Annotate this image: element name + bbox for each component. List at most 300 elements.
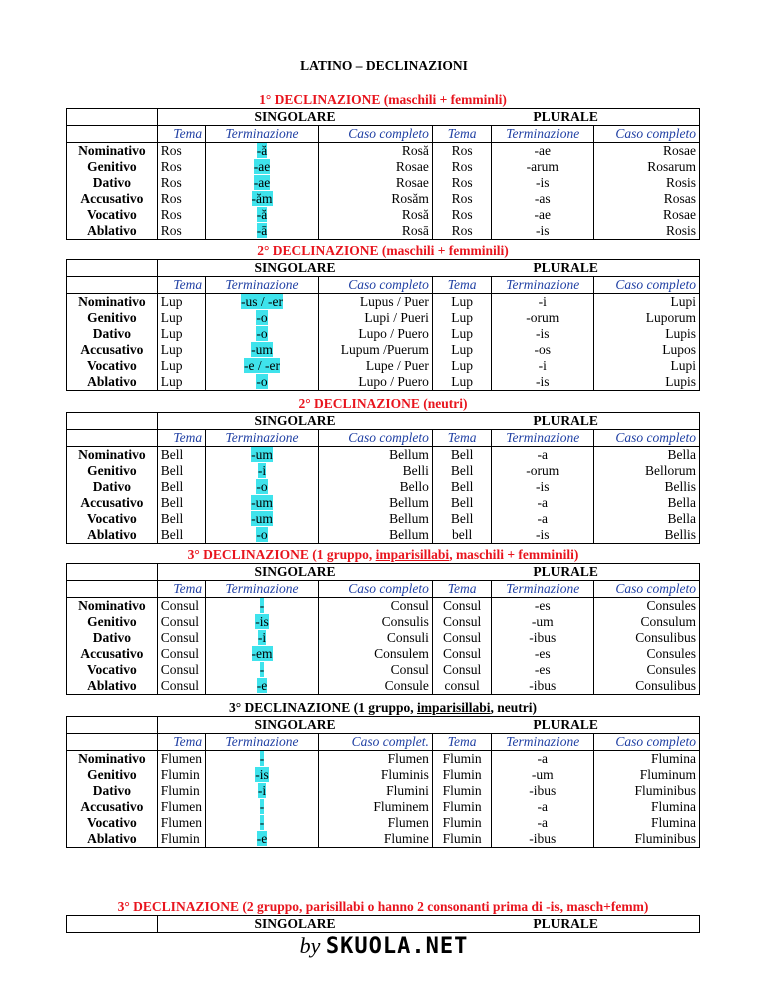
highlighted-ending: -e / -er — [244, 358, 280, 373]
plur-terminazione-cell: -um — [492, 767, 594, 783]
plur-terminazione-cell: -is — [492, 326, 594, 342]
caso-header: Caso complet. — [318, 734, 432, 751]
sing-tema-cell: Lup — [157, 342, 205, 358]
column-header-row — [67, 126, 700, 143]
sing-terminazione-cell — [206, 463, 319, 479]
highlighted-ending: -e — [256, 831, 268, 846]
declension-heading: 2° DECLINAZIONE (maschili + femminili) — [257, 243, 509, 258]
plur-terminazione-cell: -orum — [492, 310, 594, 326]
case-name: Nominativo — [67, 294, 158, 311]
empty-cell — [67, 430, 158, 447]
plur-tema-cell: Consul — [432, 662, 491, 678]
table-row — [67, 143, 700, 160]
sing-caso-completo-cell: Rosă — [318, 207, 432, 223]
sing-caso-completo-cell: Consuli — [318, 630, 432, 646]
sing-tema-cell: Bell — [157, 463, 205, 479]
highlighted-ending: -i — [257, 630, 267, 645]
case-name: Vocativo — [67, 511, 158, 527]
declension-block — [66, 700, 700, 848]
sing-tema-cell: Lup — [157, 310, 205, 326]
table-row — [67, 511, 700, 527]
sing-caso-completo-cell: Lupus / Puer — [318, 294, 432, 311]
singolare-label: SINGOLARE — [157, 717, 432, 734]
sing-tema-cell: Consul — [157, 598, 205, 615]
empty-cell — [67, 734, 158, 751]
sing-terminazione-cell — [206, 326, 319, 342]
sing-caso-completo-cell: Fluminem — [318, 799, 432, 815]
tema-header: Tema — [432, 126, 491, 143]
empty-cell — [67, 277, 158, 294]
sing-caso-completo-cell: Lupe / Puer — [318, 358, 432, 374]
sing-caso-completo-cell: Consul — [318, 662, 432, 678]
tema-header: Tema — [157, 277, 205, 294]
table-row — [67, 495, 700, 511]
plur-caso-completo-cell: Flumina — [594, 751, 700, 768]
declension-table — [66, 716, 700, 848]
sing-caso-completo-cell: Flumine — [318, 831, 432, 848]
highlighted-ending: -ae — [253, 159, 271, 174]
plur-caso-completo-cell: Rosae — [594, 143, 700, 160]
empty-cell — [67, 109, 158, 126]
column-header-row — [67, 277, 700, 294]
sing-terminazione-cell — [206, 207, 319, 223]
plur-tema-cell: Flumin — [432, 751, 491, 768]
case-name: Vocativo — [67, 662, 158, 678]
table-row — [67, 527, 700, 544]
sing-tema-cell: Flumin — [157, 831, 205, 848]
plur-tema-cell: Bell — [432, 447, 491, 464]
sing-tema-cell: Ros — [157, 175, 205, 191]
plur-caso-completo-cell: Consulibus — [594, 678, 700, 695]
tema-header: Tema — [157, 126, 205, 143]
table-row — [67, 223, 700, 240]
plur-caso-completo-cell: Bella — [594, 511, 700, 527]
plur-tema-cell: Consul — [432, 646, 491, 662]
plur-tema-cell: Flumin — [432, 767, 491, 783]
sing-caso-completo-cell: Bellum — [318, 511, 432, 527]
plur-tema-cell: Ros — [432, 175, 491, 191]
plur-tema-cell: Lup — [432, 294, 491, 311]
sing-caso-completo-cell: Flumen — [318, 815, 432, 831]
highlighted-ending: -ă — [256, 207, 268, 222]
column-header-row — [67, 734, 700, 751]
case-name: Dativo — [67, 479, 158, 495]
sing-caso-completo-cell: Lupi / Pueri — [318, 310, 432, 326]
plur-terminazione-cell: -a — [492, 511, 594, 527]
sing-terminazione-cell — [206, 527, 319, 544]
case-name: Accusativo — [67, 646, 158, 662]
table-row — [67, 447, 700, 464]
case-name: Genitivo — [67, 310, 158, 326]
case-name: Accusativo — [67, 799, 158, 815]
highlighted-ending: -ae — [253, 175, 271, 190]
declension-block — [66, 547, 700, 695]
plur-caso-completo-cell: Lupos — [594, 342, 700, 358]
declension-table — [66, 259, 700, 391]
highlighted-ending: -ă — [256, 143, 268, 158]
singolare-label: SINGOLARE — [157, 564, 432, 581]
sing-terminazione-cell — [206, 630, 319, 646]
sing-terminazione-cell — [206, 678, 319, 695]
plur-caso-completo-cell: Consulum — [594, 614, 700, 630]
sing-terminazione-cell — [206, 815, 319, 831]
plur-terminazione-cell: -es — [492, 662, 594, 678]
plur-tema-cell: consul — [432, 678, 491, 695]
plurale-label: PLURALE — [432, 413, 699, 430]
plur-terminazione-cell: -is — [492, 223, 594, 240]
sing-tema-cell: Consul — [157, 646, 205, 662]
table-row — [67, 614, 700, 630]
plur-caso-completo-cell: Bella — [594, 495, 700, 511]
table-row — [67, 159, 700, 175]
case-name: Ablativo — [67, 527, 158, 544]
case-name: Genitivo — [67, 159, 158, 175]
highlighted-ending: -i — [257, 463, 267, 478]
table-row — [67, 831, 700, 848]
table-row — [67, 767, 700, 783]
table-row — [67, 815, 700, 831]
skuola-logo: SKUOLA.NET — [325, 934, 469, 959]
plur-tema-cell: Flumin — [432, 831, 491, 848]
plur-terminazione-cell: -ibus — [492, 630, 594, 646]
terminazione-header: Terminazione — [206, 126, 319, 143]
sing-terminazione-cell — [206, 191, 319, 207]
sing-terminazione-cell — [206, 646, 319, 662]
sing-terminazione-cell — [206, 511, 319, 527]
table-row — [67, 374, 700, 391]
tema-header: Tema — [432, 734, 491, 751]
plur-tema-cell: Lup — [432, 374, 491, 391]
case-name: Genitivo — [67, 463, 158, 479]
sing-caso-completo-cell: Rosae — [318, 159, 432, 175]
plur-caso-completo-cell: Consules — [594, 662, 700, 678]
sing-terminazione-cell — [206, 783, 319, 799]
case-name: Vocativo — [67, 207, 158, 223]
highlighted-ending: -o — [256, 326, 268, 341]
plur-terminazione-cell: -orum — [492, 463, 594, 479]
declension-heading: 2° DECLINAZIONE (neutri) — [298, 396, 468, 411]
sing-terminazione-cell — [206, 799, 319, 815]
heading-part: 3° DECLINAZIONE (1 gruppo, — [228, 700, 418, 715]
highlighted-ending: -um — [251, 495, 273, 510]
sing-terminazione-cell — [206, 294, 319, 311]
sing-tema-cell: Flumen — [157, 751, 205, 768]
case-name: Ablativo — [67, 831, 158, 848]
plur-terminazione-cell: -is — [492, 374, 594, 391]
sing-tema-cell: Ros — [157, 159, 205, 175]
caso-header: Caso completo — [594, 277, 700, 294]
plurale-label: PLURALE — [432, 260, 699, 277]
plur-caso-completo-cell: Lupi — [594, 294, 700, 311]
table-row — [67, 463, 700, 479]
singolare-label: SINGOLARE — [157, 413, 432, 430]
plur-terminazione-cell: -ibus — [492, 783, 594, 799]
empty-cell — [67, 916, 158, 933]
sing-caso-completo-cell: Rosăm — [318, 191, 432, 207]
singolare-label: SINGOLARE — [157, 916, 432, 933]
footer — [0, 933, 768, 959]
declension-block — [66, 92, 700, 240]
highlighted-ending: -is — [255, 767, 269, 782]
tema-header: Tema — [432, 581, 491, 598]
sing-caso-completo-cell: Consule — [318, 678, 432, 695]
sing-tema-cell: Lup — [157, 326, 205, 342]
sing-tema-cell: Lup — [157, 374, 205, 391]
tema-header: Tema — [432, 277, 491, 294]
case-name: Dativo — [67, 630, 158, 646]
sing-terminazione-cell — [206, 223, 319, 240]
plur-terminazione-cell: -as — [492, 191, 594, 207]
sing-terminazione-cell — [206, 614, 319, 630]
tema-header: Tema — [432, 430, 491, 447]
plurale-label: PLURALE — [432, 109, 699, 126]
highlighted-ending: - — [259, 799, 265, 814]
column-header-row — [67, 581, 700, 598]
declension-heading: 1° DECLINAZIONE (maschili + femminli) — [259, 92, 507, 107]
highlighted-ending: -e — [256, 678, 268, 693]
plur-tema-cell: Flumin — [432, 799, 491, 815]
singolare-label: SINGOLARE — [157, 109, 432, 126]
sing-tema-cell: Flumen — [157, 815, 205, 831]
highlighted-ending: -us / -er — [241, 294, 283, 309]
highlighted-ending: -um — [251, 447, 273, 462]
terminazione-header: Terminazione — [492, 581, 594, 598]
case-name: Nominativo — [67, 751, 158, 768]
sing-caso-completo-cell: Rosae — [318, 175, 432, 191]
sing-caso-completo-cell: Belli — [318, 463, 432, 479]
table-row — [67, 630, 700, 646]
plur-caso-completo-cell: Lupis — [594, 326, 700, 342]
sing-caso-completo-cell: Rosā — [318, 223, 432, 240]
plur-caso-completo-cell: Bellis — [594, 479, 700, 495]
plur-caso-completo-cell: Fluminibus — [594, 783, 700, 799]
plur-caso-completo-cell: Lupis — [594, 374, 700, 391]
declension-table — [66, 412, 700, 544]
case-name: Vocativo — [67, 358, 158, 374]
sing-tema-cell: Ros — [157, 191, 205, 207]
highlighted-ending: -i — [257, 783, 267, 798]
sing-tema-cell: Consul — [157, 678, 205, 695]
table-row — [67, 678, 700, 695]
plur-terminazione-cell: -a — [492, 799, 594, 815]
sing-terminazione-cell — [206, 358, 319, 374]
plur-caso-completo-cell: Luporum — [594, 310, 700, 326]
plur-tema-cell: Lup — [432, 326, 491, 342]
plur-terminazione-cell: -es — [492, 598, 594, 615]
number-header-row — [67, 109, 700, 126]
plur-terminazione-cell: -ae — [492, 143, 594, 160]
terminazione-header: Terminazione — [206, 430, 319, 447]
plur-terminazione-cell: -arum — [492, 159, 594, 175]
case-name: Accusativo — [67, 495, 158, 511]
case-name: Nominativo — [67, 447, 158, 464]
sing-tema-cell: Bell — [157, 527, 205, 544]
declension-heading — [66, 700, 700, 716]
plur-tema-cell: Consul — [432, 614, 491, 630]
sing-tema-cell: Flumen — [157, 799, 205, 815]
sing-caso-completo-cell: Consulis — [318, 614, 432, 630]
sing-tema-cell: Bell — [157, 479, 205, 495]
plur-tema-cell: Bell — [432, 463, 491, 479]
sing-caso-completo-cell: Lupum /Puerum — [318, 342, 432, 358]
plur-caso-completo-cell: Fluminum — [594, 767, 700, 783]
heading-underlined: imparisillabi — [417, 700, 491, 715]
sing-tema-cell: Ros — [157, 223, 205, 240]
plur-tema-cell: Ros — [432, 191, 491, 207]
caso-header: Caso completo — [318, 581, 432, 598]
plur-tema-cell: Flumin — [432, 815, 491, 831]
number-header-row — [67, 260, 700, 277]
caso-header: Caso completo — [318, 430, 432, 447]
empty-cell — [67, 413, 158, 430]
singolare-label: SINGOLARE — [157, 260, 432, 277]
highlighted-ending: -um — [251, 511, 273, 526]
sing-terminazione-cell — [206, 175, 319, 191]
plurale-label: PLURALE — [432, 916, 699, 933]
highlighted-ending: -um — [251, 342, 273, 357]
case-name: Dativo — [67, 175, 158, 191]
number-header-row — [67, 717, 700, 734]
sing-caso-completo-cell: Lupo / Puero — [318, 326, 432, 342]
sing-terminazione-cell — [206, 751, 319, 768]
case-name: Accusativo — [67, 342, 158, 358]
plur-caso-completo-cell: Bella — [594, 447, 700, 464]
table-row — [67, 191, 700, 207]
plur-caso-completo-cell: Rosarum — [594, 159, 700, 175]
tema-header: Tema — [157, 581, 205, 598]
table-row — [67, 175, 700, 191]
plur-terminazione-cell: -ibus — [492, 678, 594, 695]
case-name: Ablativo — [67, 223, 158, 240]
terminazione-header: Terminazione — [492, 430, 594, 447]
sing-caso-completo-cell: Flumen — [318, 751, 432, 768]
empty-cell — [67, 564, 158, 581]
number-header-row — [67, 916, 700, 933]
terminazione-header: Terminazione — [206, 734, 319, 751]
heading-part: , maschili + femminili) — [449, 547, 579, 562]
sing-caso-completo-cell: Bellum — [318, 495, 432, 511]
plur-caso-completo-cell: Consules — [594, 646, 700, 662]
plur-tema-cell: Lup — [432, 342, 491, 358]
table-row — [67, 358, 700, 374]
case-name: Genitivo — [67, 767, 158, 783]
case-name: Dativo — [67, 783, 158, 799]
plur-terminazione-cell: -es — [492, 646, 594, 662]
terminazione-header: Terminazione — [492, 734, 594, 751]
caso-header: Caso completo — [594, 734, 700, 751]
sing-caso-completo-cell: Fluminis — [318, 767, 432, 783]
highlighted-ending: - — [259, 815, 265, 830]
plur-tema-cell: Consul — [432, 598, 491, 615]
case-name: Ablativo — [67, 374, 158, 391]
caso-header: Caso completo — [594, 430, 700, 447]
plur-caso-completo-cell: Bellis — [594, 527, 700, 544]
plur-tema-cell: Bell — [432, 511, 491, 527]
plur-terminazione-cell: -is — [492, 527, 594, 544]
column-header-row — [67, 430, 700, 447]
plur-tema-cell: bell — [432, 527, 491, 544]
sing-tema-cell: Consul — [157, 630, 205, 646]
table-row — [67, 326, 700, 342]
sing-terminazione-cell — [206, 310, 319, 326]
plur-terminazione-cell: -i — [492, 358, 594, 374]
sing-caso-completo-cell: Bellum — [318, 527, 432, 544]
sing-terminazione-cell — [206, 767, 319, 783]
highlighted-ending: -o — [256, 374, 268, 389]
case-name: Nominativo — [67, 143, 158, 160]
heading-part: 3° DECLINAZIONE (1 gruppo, — [187, 547, 376, 562]
plur-caso-completo-cell: Consules — [594, 598, 700, 615]
sing-tema-cell: Flumin — [157, 783, 205, 799]
sing-tema-cell: Consul — [157, 614, 205, 630]
plur-terminazione-cell: -ibus — [492, 831, 594, 848]
sing-terminazione-cell — [206, 143, 319, 160]
number-header-row — [67, 413, 700, 430]
terminazione-header: Terminazione — [206, 277, 319, 294]
sing-tema-cell: Lup — [157, 358, 205, 374]
case-name: Accusativo — [67, 191, 158, 207]
heading-part: , neutri) — [490, 700, 538, 715]
sing-terminazione-cell — [206, 495, 319, 511]
sing-caso-completo-cell: Flumini — [318, 783, 432, 799]
sing-tema-cell: Bell — [157, 447, 205, 464]
sing-terminazione-cell — [206, 479, 319, 495]
sing-caso-completo-cell: Bello — [318, 479, 432, 495]
plur-tema-cell: Bell — [432, 479, 491, 495]
declension-table — [66, 915, 700, 933]
highlighted-ending: -is — [255, 614, 269, 629]
terminazione-header: Terminazione — [492, 126, 594, 143]
sing-caso-completo-cell: Rosă — [318, 143, 432, 160]
plur-caso-completo-cell: Consulibus — [594, 630, 700, 646]
sing-terminazione-cell — [206, 447, 319, 464]
sing-terminazione-cell — [206, 374, 319, 391]
sing-caso-completo-cell: Bellum — [318, 447, 432, 464]
table-row — [67, 799, 700, 815]
number-header-row — [67, 564, 700, 581]
declension-heading — [66, 547, 700, 563]
plur-caso-completo-cell: Rosae — [594, 207, 700, 223]
empty-cell — [67, 581, 158, 598]
plur-terminazione-cell: -ae — [492, 207, 594, 223]
sing-tema-cell: Ros — [157, 143, 205, 160]
sing-caso-completo-cell: Lupo / Puero — [318, 374, 432, 391]
sing-tema-cell: Ros — [157, 207, 205, 223]
highlighted-ending: -o — [256, 527, 268, 542]
case-name: Nominativo — [67, 598, 158, 615]
heading-underlined: imparisillabi — [375, 547, 450, 562]
terminazione-header: Terminazione — [206, 581, 319, 598]
footer-by: by — [299, 933, 321, 958]
table-row — [67, 310, 700, 326]
tema-header: Tema — [157, 430, 205, 447]
plur-terminazione-cell: -i — [492, 294, 594, 311]
table-row — [67, 783, 700, 799]
plur-terminazione-cell: -a — [492, 751, 594, 768]
plur-terminazione-cell: -a — [492, 815, 594, 831]
plur-caso-completo-cell: Flumina — [594, 799, 700, 815]
highlighted-ending: -o — [256, 310, 268, 325]
empty-cell — [67, 126, 158, 143]
plur-caso-completo-cell: Fluminibus — [594, 831, 700, 848]
plur-tema-cell: Consul — [432, 630, 491, 646]
sing-caso-completo-cell: Consul — [318, 598, 432, 615]
caso-header: Caso completo — [594, 581, 700, 598]
sing-terminazione-cell — [206, 662, 319, 678]
declension-block — [66, 899, 700, 933]
plur-terminazione-cell: -is — [492, 175, 594, 191]
terminazione-header: Terminazione — [492, 277, 594, 294]
